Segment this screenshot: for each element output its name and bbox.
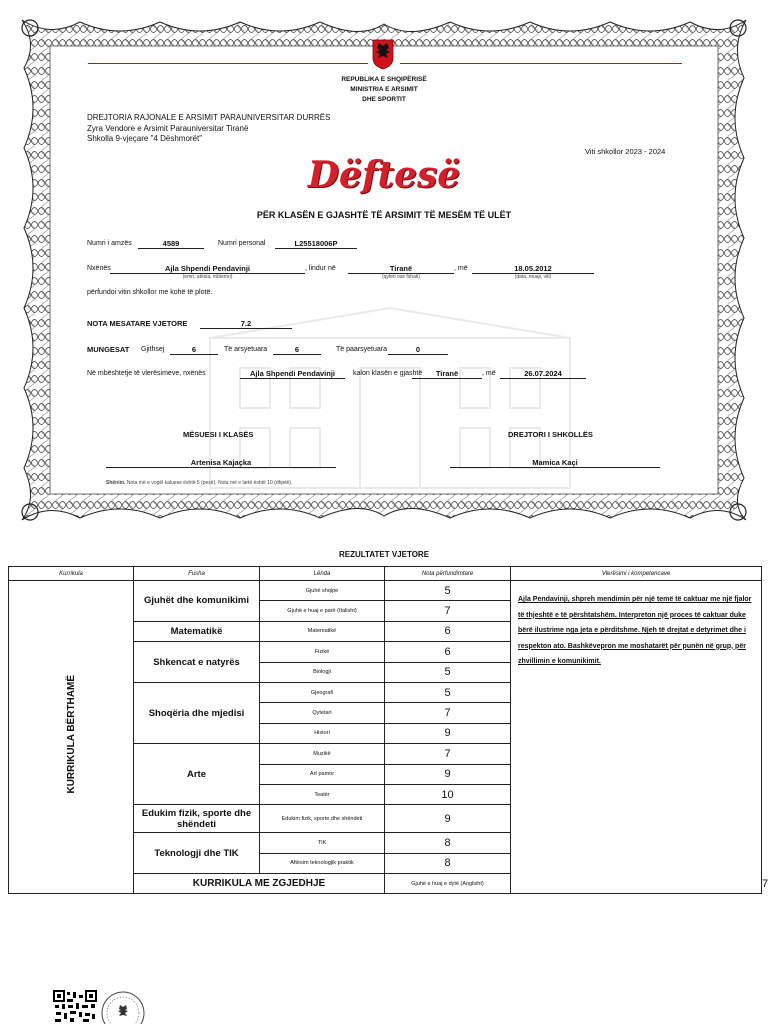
qr-code [53,990,97,1024]
lenda-cell: Muzikë [260,744,385,764]
table-row [9,581,762,601]
school-year: Viti shkollor 2023 - 2024 [585,147,666,156]
header-lenda: Lënda [260,567,385,581]
average-label: NOTA MESATARE VJETORE [87,319,188,328]
lenda-cell: Aftësim teknologjik praktik [260,853,385,873]
assessment-text: Ajla Pendavinji, shpreh mendimin për një temë të caktuar me një fjalor të thjeshtë e të përshtatshëm. Interpreton një proces të caktuar duke bërë ilustrime nga jeta e përditshme. Njeh të drejtat e detyrimet dhe i respekton ato. Bashkëvepron me moshatarët për punën në grup, për zhvillimin e komunikimit. [518,596,752,665]
born-hint: (qyteti ose fshati) [381,274,421,280]
document-subtitle: PËR KLASËN E GJASHTË TË ARSIMIT TË MESËM TË ULËT [256,210,512,220]
nota-cell: 7 [385,601,511,621]
header-rule-right [400,63,682,64]
document-title: Dëftesë [307,154,461,196]
nota-cell: 5 [385,581,511,601]
header-nota: Nota përfundimtare [385,567,511,581]
fusha-cell: Matematikë [134,621,260,641]
results-table [8,566,768,894]
justified-value: 6 [294,345,300,354]
director-line [450,467,660,468]
nota-cell: 7 [385,744,511,764]
header-kurrikula: Kurrikula [9,567,134,581]
pass-place: Tiranë [435,369,459,378]
lenda-cell: Teatër [260,784,385,804]
lenda-cell: Fizikë [260,642,385,662]
nota-cell: 9 [385,805,511,833]
director-label: DREJTORI I SHKOLLËS [508,430,593,439]
official-stamp [100,990,146,1024]
pass-date-line [500,378,586,379]
birth-date: 18.05.2012 [514,264,552,273]
pass-date: 26.07.2024 [524,369,562,378]
nota-cell: 5 [385,662,511,682]
director-name: Mamica Kaçi [532,458,578,467]
header-row [9,567,762,581]
nota-cell: 7 [385,703,511,723]
nota-cell: 8 [385,833,511,853]
born-label: , lindur në [305,265,336,272]
ministry-name: MINISTRIA E ARSIMIT [350,86,418,93]
fusha-cell: Arte [134,744,260,805]
header-vleresimi: Vlerësimi i kompetencave [511,567,762,581]
teacher-line [106,467,336,468]
personal-line [275,248,357,249]
fusha-cell: Shkencat e natyrës [134,642,260,683]
eagle-emblem [371,38,395,70]
fusha-cell: Teknologji dhe TIK [134,833,260,874]
fusha-cell: Gjuhët dhe komunikimi [134,581,260,622]
justified-line [273,354,321,355]
republic-name: REPUBLIKA E SHQIPËRISË [341,76,427,83]
note-text: Nota më e vogël kaluese është 5 (pesë). Nota më e lartë është 10 (dhjetë). [126,480,293,486]
core-curriculum-cell [9,581,134,894]
basis-name: Ajla Shpendi Pendavinji [249,369,336,378]
total-label: Gjithsej [141,346,165,353]
elective-curriculum-label: KURRIKULA ME ZGJEDHJE [134,874,385,894]
unjustified-value: 0 [415,345,421,354]
results-title: REZULTATET VJETORE [338,550,430,559]
lenda-cell: Gjeografi [260,682,385,702]
born-place: Tiranë [389,264,413,273]
student-hint: (emri, atësia, mbiemri) [182,274,233,280]
nota-cell: 9 [385,764,511,784]
ministry-sport: DHE SPORTIT [362,96,406,103]
average-value: 7.2 [240,319,252,328]
amzes-value: 4589 [162,239,180,248]
local-office: Zyra Vendore e Arsimit Parauniversitar Tiranë [87,124,249,133]
lenda-cell: Matematikë [260,621,385,641]
unjustified-label: Të paarsyetuara [336,346,387,353]
fusha-cell: Edukim fizik, sporte dhe shëndeti [134,805,260,833]
school-name: Shkolla 9-vjeçare "4 Dëshmorët" [87,134,203,143]
lenda-cell: Qytetari [260,703,385,723]
header-fusha: Fusha [134,567,260,581]
completed-text: përfundoi vitin shkollor me kohë të plotë. [87,289,213,296]
fusha-cell: Shoqëria dhe mjedisi [134,682,260,743]
note [106,480,293,486]
student-name: Ajla Shpendi Pendavinji [164,264,251,273]
core-curriculum-label: KURRIKULA BËRTHAMË [65,675,77,794]
basis-label: Në mbështetje të vlerësimeve, nxënës [87,370,206,377]
personal-label: Numri personal [218,240,266,247]
unjustified-line [388,354,448,355]
date-label: , më [454,265,468,272]
lenda-cell: Art pamor [260,764,385,784]
total-line [170,354,218,355]
note-label: Shënim. [106,480,126,486]
amzes-line [138,248,204,249]
lenda-cell: Edukim fizik, sporte dhe shëndeti [260,805,385,833]
amzes-label: Numri i amzës [87,240,132,247]
directorate-name: DREJTORIA RAJONALE E ARSIMIT PARAUNIVERSITAR DURRËS [87,113,331,122]
header-rule-left [88,63,368,64]
teacher-label: MËSUESI I KLASËS [183,430,254,439]
total-value: 6 [191,345,197,354]
nota-cell: 10 [385,784,511,804]
table-row: KURRIKULA ME ZGJEDHJE Gjuhë e huaj e dytë (Anglisht) 7 [9,874,762,894]
lenda-cell: Histori [260,723,385,743]
assessment-cell [511,581,762,894]
basis-line [240,378,345,379]
pass-place-line [412,378,482,379]
student-label: Nxënës [87,265,111,272]
pass-date-label: , më [482,370,496,377]
lenda-cell: Gjuhë e huaj e parë (Italisht) [260,601,385,621]
lenda-cell: Biologji [260,662,385,682]
pass-label: kalon klasën e gjashtë [353,370,423,377]
lenda-cell: TIK [260,833,385,853]
absence-label: MUNGESAT [87,345,130,354]
nota-cell: 5 [385,682,511,702]
personal-value: L25518006P [294,239,338,248]
lenda-cell: Gjuhë e huaj e dytë (Anglisht) [385,874,511,894]
teacher-name: Artenisa Kajaçka [190,458,252,467]
nota-cell: 9 [385,723,511,743]
birthdate-hint: (data, muaji, viti) [514,274,552,280]
nota-cell: 8 [385,853,511,873]
justified-label: Të arsyetuara [224,346,268,353]
lenda-cell: Gjuhë shqipe [260,581,385,601]
nota-cell: 6 [385,642,511,662]
average-line [200,328,292,329]
certificate [10,8,758,532]
nota-cell: 6 [385,621,511,641]
